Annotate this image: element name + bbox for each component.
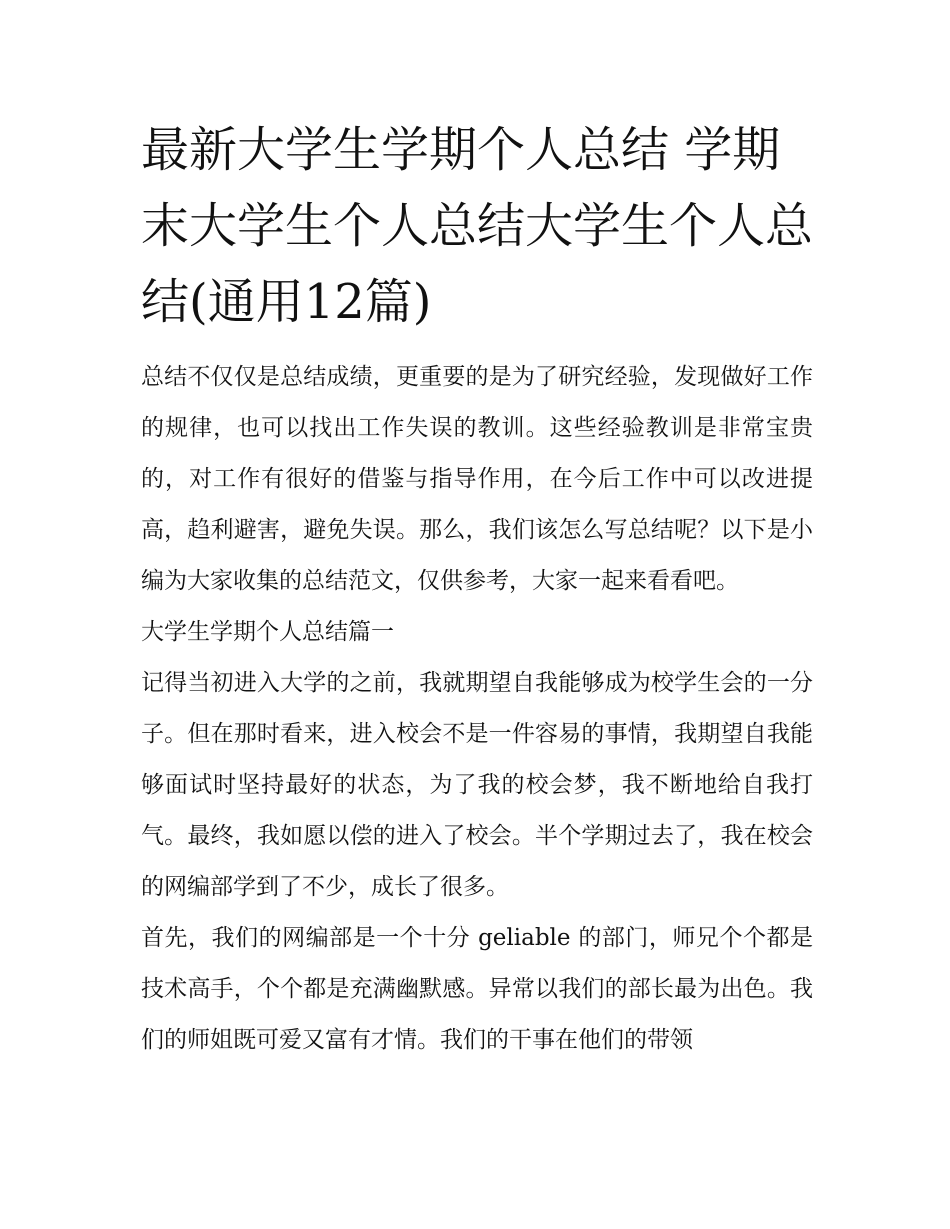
intro-paragraph: 总结不仅仅是总结成绩，更重要的是为了研究经验，发现做好工作的规律，也可以找出工作失误的教训。这些经验教训是非常宝贵的，对工作有很好的借鉴与指导作用，在今后工作中可以改进提高，趋利避害，避免失误。那么，我们该怎么写总结呢？以下是小编为大家收集的总结范文，仅供参考，大家一起来看看吧。 (141, 364, 813, 594)
body-paragraph-2: 首先，我们的网编部是一个十分 geliable 的部门，师兄个个都是技术高手，个个都是充满幽默感。异常以我们的部长最为出色。我们的师姐既可爱又富有才情。我们的干事在他们的带领 (141, 925, 813, 1053)
document-title: 最新大学生学期个人总结 学期末大学生个人总结大学生个人总结(通用12篇) (141, 122, 814, 330)
body-paragraph-1: 记得当初进入大学的之前，我就期望自我能够成为校学生会的一分子。但在那时看来，进入校会不是一件容易的事情，我期望自我能够面试时坚持最好的状态，为了我的校会梦，我不断地给自我打气。最终，我如愿以偿的进入了校会。半个学期过去了，我在校会的网编部学到了不少，成长了很多。 (141, 670, 813, 900)
document-body (141, 112, 813, 1066)
section-heading: 大学生学期个人总结篇一 (141, 619, 394, 645)
